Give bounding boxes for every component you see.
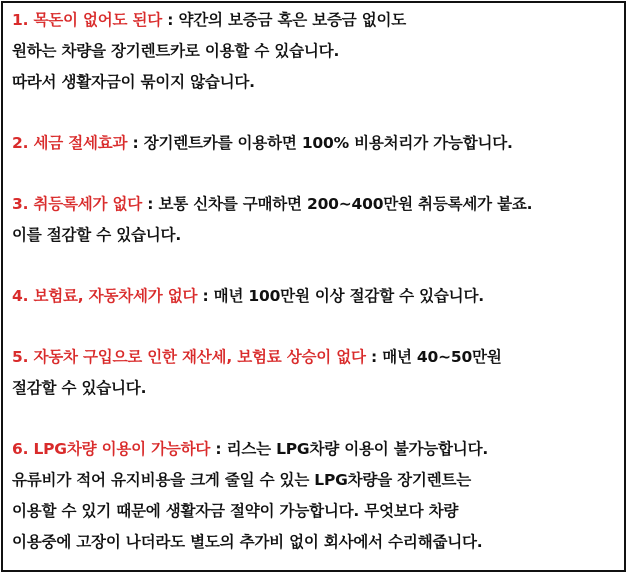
item-5-heading: 5. 자동차 구입으로 인한 재산세, 보험료 상승이 없다 <box>12 348 366 366</box>
item-5-text: : 매년 40~50만원 <box>365 348 502 366</box>
spacer <box>12 98 620 128</box>
item-1-heading: 1. 목돈이 없어도 된다 <box>12 11 163 29</box>
spacer <box>12 404 620 434</box>
item-6-line-4: 이용중에 고장이 나더라도 별도의 추가비 없이 회사에서 수리해줍니다. <box>12 533 483 551</box>
content-frame <box>1 1 626 572</box>
item-6-heading: 6. LPG차량 이용이 가능하다 <box>12 440 211 458</box>
benefits-list <box>12 5 620 558</box>
spacer <box>12 312 620 342</box>
item-3-line-1 <box>12 189 620 220</box>
item-6-text: : 리스는 LPG차량 이용이 불가능합니다. <box>210 440 489 458</box>
item-3-heading: 3. 취등록세가 없다 <box>12 195 143 213</box>
item-4-line-1 <box>12 281 620 312</box>
item-2-heading: 2. 세금 절세효과 <box>12 134 128 152</box>
item-1-line-3: 따라서 생활자금이 묶이지 않습니다. <box>12 73 255 91</box>
item-6-line-1 <box>12 434 620 465</box>
item-3-line-2: 이를 절감할 수 있습니다. <box>12 226 182 244</box>
item-4-text: : 매년 100만원 이상 절감할 수 있습니다. <box>197 287 484 305</box>
item-3-text: : 보통 신차를 구매하면 200~400만원 취등록세가 붙죠. <box>142 195 533 213</box>
item-2-line-1 <box>12 128 620 159</box>
spacer <box>12 251 620 281</box>
item-2-text: : 장기렌트카를 이용하면 100% 비용처리가 가능합니다. <box>127 134 513 152</box>
item-1-text: : 약간의 보증금 혹은 보증금 없이도 <box>162 11 407 29</box>
item-5-line-2: 절감할 수 있습니다. <box>12 379 147 397</box>
item-6-line-2: 유류비가 적어 유지비용을 크게 줄일 수 있는 LPG차량을 장기렌트는 <box>12 471 472 489</box>
item-1-line-1 <box>12 5 620 36</box>
spacer <box>12 159 620 189</box>
item-4-heading: 4. 보험료, 자동차세가 없다 <box>12 287 198 305</box>
item-6-line-3: 이용할 수 있기 때문에 생활자금 절약이 가능합니다. 무엇보다 차량 <box>12 502 459 520</box>
item-1-line-2: 원하는 차량을 장기렌트카로 이용할 수 있습니다. <box>12 42 340 60</box>
item-5-line-1 <box>12 342 620 373</box>
